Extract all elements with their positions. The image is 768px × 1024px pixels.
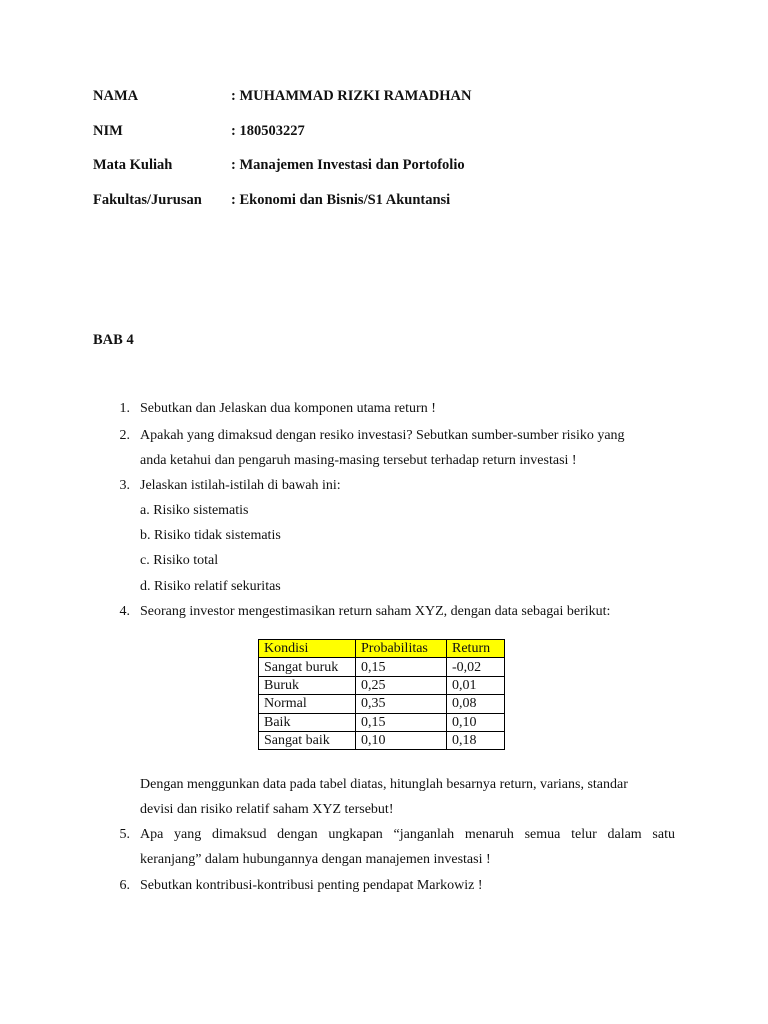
q3-item-b: b. Risiko tidak sistematis <box>140 528 281 543</box>
table-cell: Sangat buruk <box>259 658 356 676</box>
q5-text-line1: Apa yang dimaksud dengan ungkapan “janganlah menaruh semua telur dalam satu <box>140 827 675 842</box>
q5-text-line2: keranjang” dalam hubungannya dengan manajemen investasi ! <box>140 852 491 867</box>
q1-number: 1. <box>119 401 130 416</box>
table-cell: 0,15 <box>356 713 447 731</box>
table-header-kondisi: Kondisi <box>259 640 356 658</box>
nim-value: : 180503227 <box>231 123 305 139</box>
q2-text-line1: Apakah yang dimaksud dengan resiko investasi? Sebutkan sumber-sumber risiko yang <box>140 428 625 443</box>
table-cell: Baik <box>259 713 356 731</box>
table-cell: 0,10 <box>356 731 447 749</box>
table-cell: 0,10 <box>447 713 505 731</box>
table-header-return: Return <box>447 640 505 658</box>
q5-number: 5. <box>119 827 130 842</box>
fakultas-label: Fakultas/Jurusan <box>93 192 202 208</box>
q4-text: Seorang investor mengestimasikan return saham XYZ, dengan data sebagai berikut: <box>140 604 611 619</box>
fakultas-value: : Ekonomi dan Bisnis/S1 Akuntansi <box>231 192 451 208</box>
table-cell: 0,08 <box>447 695 505 713</box>
nim-label: NIM <box>93 123 123 139</box>
mata-kuliah-label: Mata Kuliah <box>93 157 173 173</box>
table-cell: Sangat baik <box>259 731 356 749</box>
q3-item-d: d. Risiko relatif sekuritas <box>140 579 281 594</box>
table-cell: Buruk <box>259 676 356 694</box>
nama-value: : MUHAMMAD RIZKI RAMADHAN <box>231 88 472 104</box>
table-cell: 0,15 <box>356 658 447 676</box>
nama-label: NAMA <box>93 88 139 104</box>
table-cell: 0,35 <box>356 695 447 713</box>
table-cell: Normal <box>259 695 356 713</box>
q4-after-line2: devisi dan risiko relatif saham XYZ tersebut! <box>140 802 394 817</box>
q3-number: 3. <box>119 478 130 493</box>
table-cell: 0,01 <box>447 676 505 694</box>
table-header-probabilitas: Probabilitas <box>356 640 447 658</box>
q6-text: Sebutkan kontribusi-kontribusi penting pendapat Markowiz ! <box>140 878 483 893</box>
q2-text-line2: anda ketahui dan pengaruh masing-masing tersebut terhadap return investasi ! <box>140 453 577 468</box>
section-title: BAB 4 <box>93 332 134 348</box>
q6-number: 6. <box>119 878 130 893</box>
table-row <box>259 731 505 749</box>
q1-text: Sebutkan dan Jelaskan dua komponen utama return ! <box>140 401 436 416</box>
q4-after-line1: Dengan menggunkan data pada tabel diatas, hitunglah besarnya return, varians, standar <box>140 777 628 792</box>
table-row <box>259 713 505 731</box>
table-row <box>259 676 505 694</box>
q2-number: 2. <box>119 428 130 443</box>
table-row <box>259 658 505 676</box>
table-header-row <box>259 640 505 658</box>
q3-item-c: c. Risiko total <box>140 553 219 568</box>
return-table <box>258 639 505 750</box>
table-cell: 0,25 <box>356 676 447 694</box>
table-cell: 0,18 <box>447 731 505 749</box>
q3-text: Jelaskan istilah-istilah di bawah ini: <box>140 478 341 493</box>
q4-number: 4. <box>119 604 130 619</box>
q3-item-a: a. Risiko sistematis <box>140 503 249 518</box>
table-cell: -0,02 <box>447 658 505 676</box>
table-row <box>259 695 505 713</box>
mata-kuliah-value: : Manajemen Investasi dan Portofolio <box>231 157 465 173</box>
